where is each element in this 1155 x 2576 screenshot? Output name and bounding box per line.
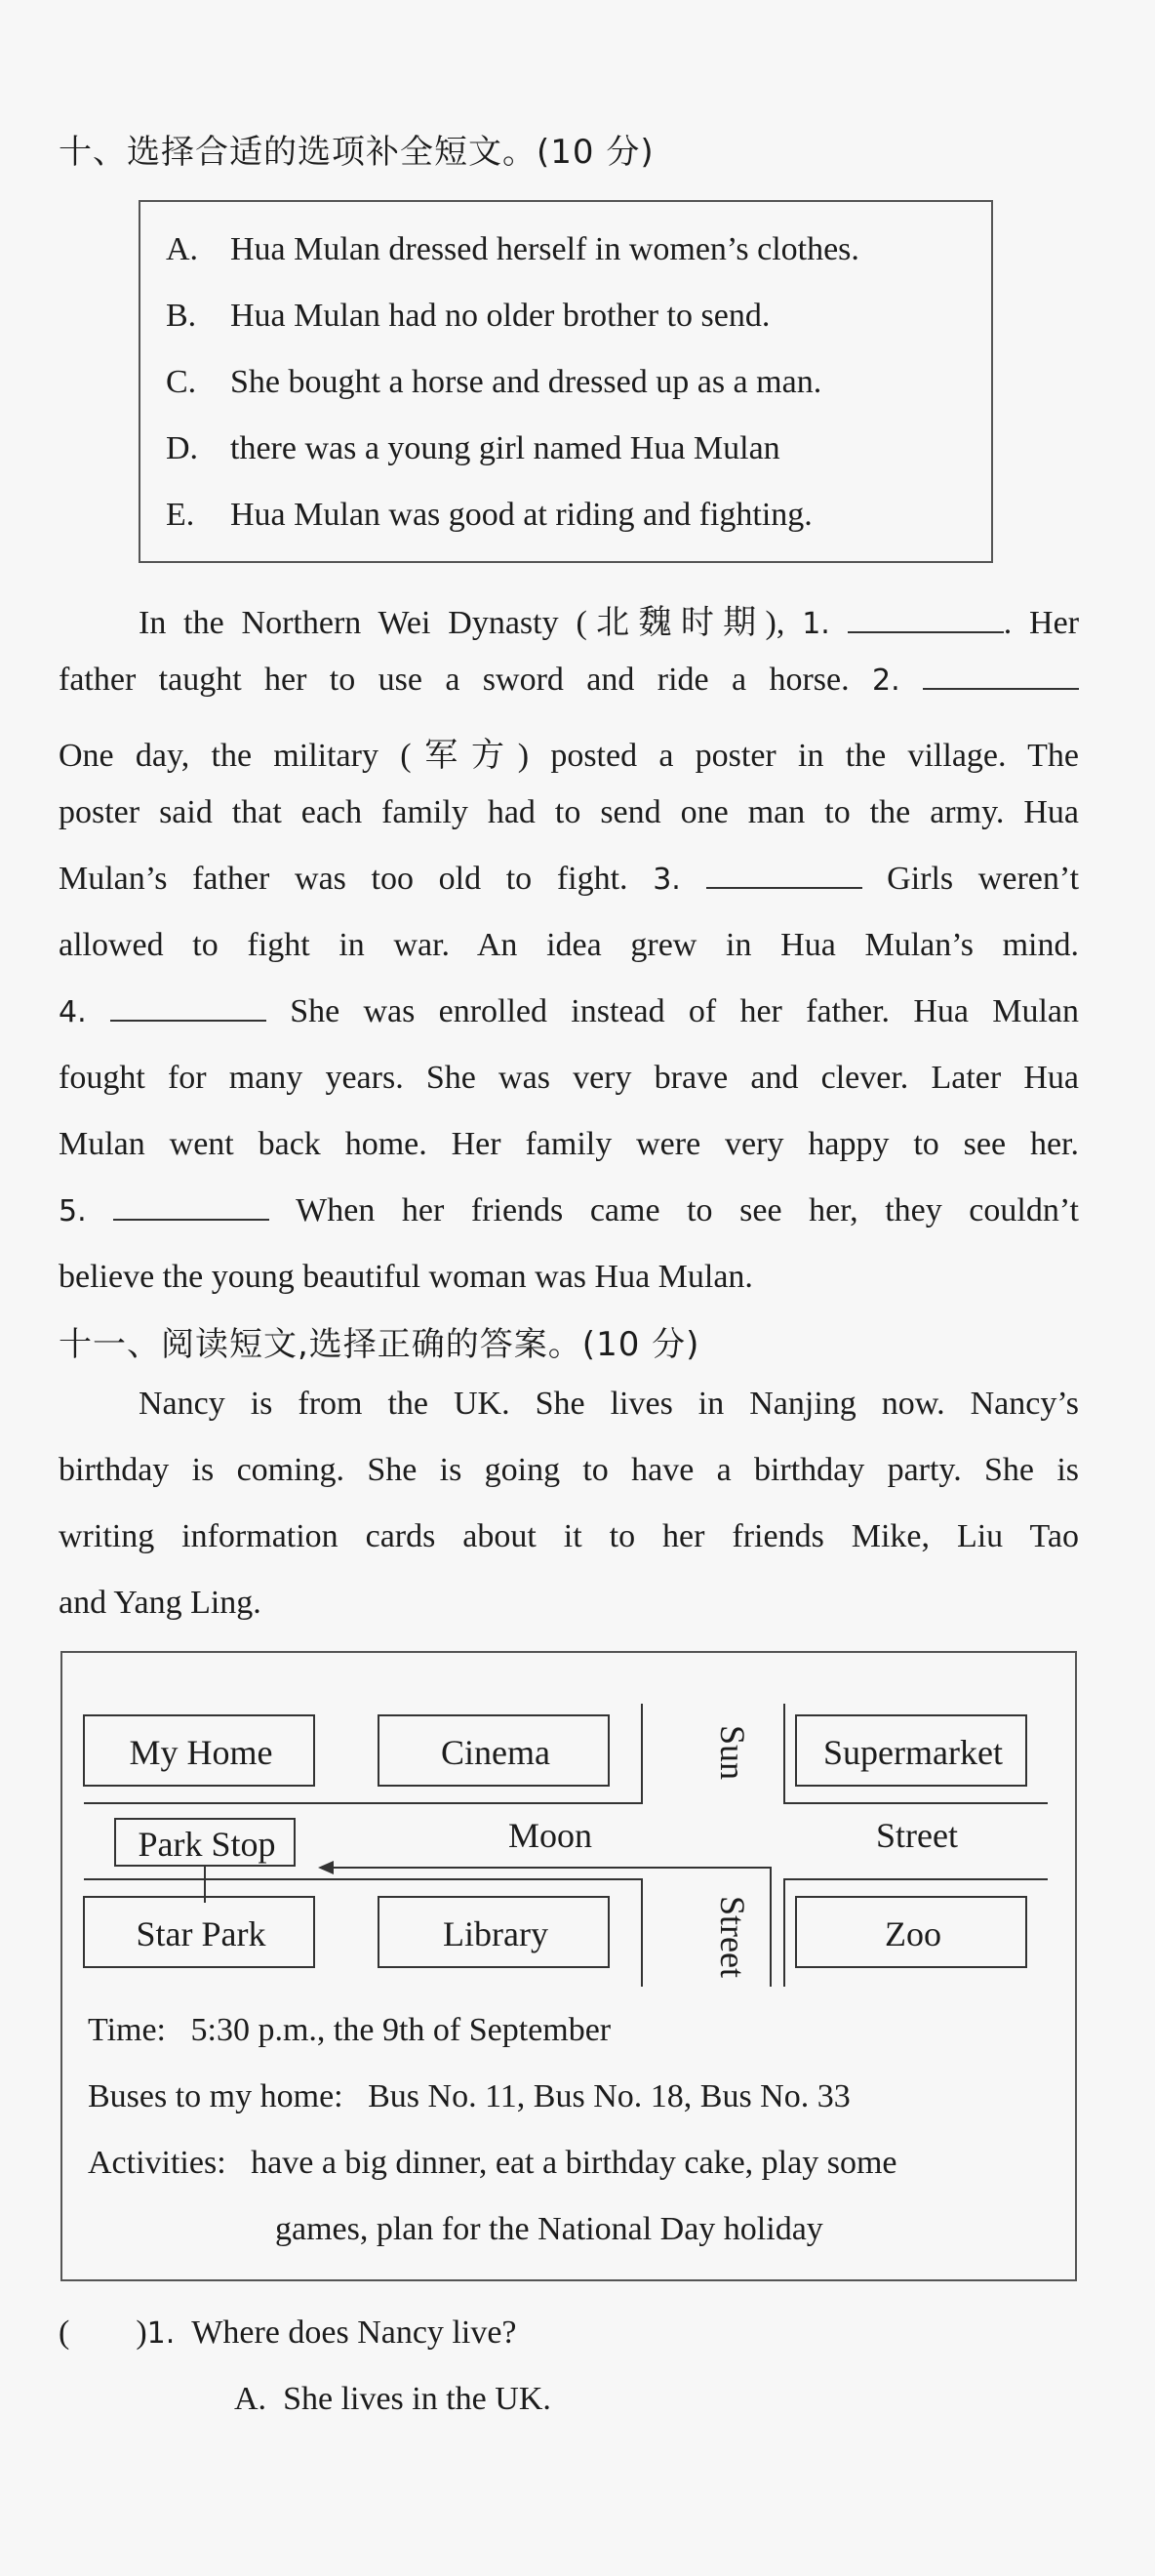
intro-line-1: Nancy is from the UK. She lives in Nanjing now. Nancy’s <box>139 1386 1079 1422</box>
cinema-label: Cinema <box>441 1733 550 1772</box>
option-e <box>166 497 813 534</box>
passage-line-5 <box>59 861 1079 898</box>
passage-line-7 <box>59 993 1079 1030</box>
passage-text: In the Northern Wei Dynasty (北魏时期), <box>139 605 785 641</box>
option-letter: B. <box>166 298 197 334</box>
passage-text: Mulan’s father was too old to fight. <box>59 861 628 897</box>
passage-line-4: poster said that each family had to send one man to the army. Hua <box>59 794 1079 830</box>
intro-line-3: writing information cards about it to her friends Mike, Liu Tao <box>59 1518 1079 1554</box>
option-d <box>166 430 780 467</box>
question-1-option-a[interactable] <box>234 2381 551 2418</box>
bus-route-arrow-line <box>328 1868 771 1879</box>
section-10-heading: 十、选择合适的选项补全短文。(10 分) <box>59 133 655 172</box>
option-b <box>166 298 770 335</box>
answer-paren[interactable]: ( ) <box>59 2314 147 2351</box>
info-value: 5:30 p.m., the 9th of September <box>190 2012 612 2048</box>
passage-line-8: fought for many years. She was very brave and clever. Later Hua <box>59 1060 1079 1096</box>
zoo-label: Zoo <box>885 1914 941 1953</box>
passage-text: When her friends came to see her, they couldn’t <box>296 1192 1079 1228</box>
option-text: Hua Mulan was good at riding and fighting. <box>230 497 813 533</box>
buses-row <box>88 2078 851 2115</box>
info-label: Activities: <box>88 2145 226 2181</box>
park-stop-label: Park Stop <box>138 1825 276 1864</box>
option-letter: A. <box>234 2381 267 2417</box>
options-box <box>139 200 993 563</box>
intro-line-4: and Yang Ling. <box>59 1585 261 1621</box>
arrow-head <box>318 1861 334 1874</box>
time-row <box>88 2012 611 2049</box>
answer-blank-5[interactable] <box>113 1193 269 1221</box>
info-value: have a big dinner, eat a birthday cake, play some <box>251 2145 897 2181</box>
passage-text: father taught her to use a sword and ride a horse. <box>59 662 850 698</box>
option-a <box>166 231 859 268</box>
passage-line-9: Mulan went back home. Her family were very happy to see her. <box>59 1126 1079 1162</box>
option-c <box>166 364 821 401</box>
option-letter: C. <box>166 364 197 400</box>
blank-number: 1. <box>802 607 830 641</box>
blank-number: 5. <box>59 1194 87 1228</box>
street-label-vertical: Street <box>713 1896 752 1978</box>
option-text: She bought a horse and dressed up as a man. <box>230 364 822 400</box>
section-11-heading: 十一、阅读短文,选择正确的答案。(10 分) <box>59 1325 700 1364</box>
answer-blank-4[interactable] <box>110 994 266 1022</box>
info-label: Buses to my home: <box>88 2078 343 2114</box>
answer-blank-1[interactable] <box>848 606 1004 633</box>
question-1 <box>59 2314 517 2352</box>
passage-line-1 <box>139 595 1079 643</box>
activities-row <box>88 2145 896 2182</box>
answer-blank-3[interactable] <box>706 862 862 889</box>
activities-row-continued: games, plan for the National Day holiday <box>275 2211 823 2247</box>
blank-number: 2. <box>872 664 900 698</box>
option-letter: E. <box>166 497 195 533</box>
passage-text: She was enrolled instead of her father. Hua Mulan <box>290 993 1080 1029</box>
option-text: there was a young girl named Hua Mulan <box>230 430 780 466</box>
information-card <box>60 1651 1077 2281</box>
library-label: Library <box>443 1914 548 1953</box>
option-text: She lives in the UK. <box>283 2381 551 2417</box>
moon-label: Moon <box>507 1816 592 1855</box>
option-text: Hua Mulan dressed herself in women’s clothes. <box>230 231 859 267</box>
passage-line-2 <box>59 662 1079 699</box>
option-text: Hua Mulan had no older brother to send. <box>230 298 771 334</box>
intro-line-2: birthday is coming. She is going to have a birthday party. She is <box>59 1452 1079 1488</box>
answer-blank-2[interactable] <box>923 663 1079 690</box>
street-label-horizontal: Street <box>876 1816 958 1855</box>
blank-number: 3. <box>653 863 681 897</box>
info-value: Bus No. 11, Bus No. 18, Bus No. 33 <box>368 2078 851 2114</box>
passage-text: . Her <box>1003 605 1080 641</box>
option-letter: D. <box>166 430 199 466</box>
passage-line-11: believe the young beautiful woman was Hua Mulan. <box>59 1259 753 1295</box>
question-text: Where does Nancy live? <box>191 2314 517 2351</box>
passage-line-10 <box>59 1192 1079 1229</box>
blank-number: 4. <box>59 995 87 1029</box>
supermarket-label: Supermarket <box>823 1733 1003 1772</box>
info-label: Time: <box>88 2012 167 2048</box>
question-number: 1. <box>146 2316 176 2351</box>
my-home-label: My Home <box>129 1733 273 1772</box>
sun-label: Sun <box>713 1724 752 1781</box>
passage-line-6: allowed to fight in war. An idea grew in Hua Mulan’s mind. <box>59 927 1079 963</box>
passage-line-3: One day, the military (军方) posted a poster in the village. The <box>59 738 1079 774</box>
passage-text: Girls weren’t <box>887 861 1080 897</box>
star-park-label: Star Park <box>136 1914 266 1953</box>
option-letter: A. <box>166 231 199 267</box>
